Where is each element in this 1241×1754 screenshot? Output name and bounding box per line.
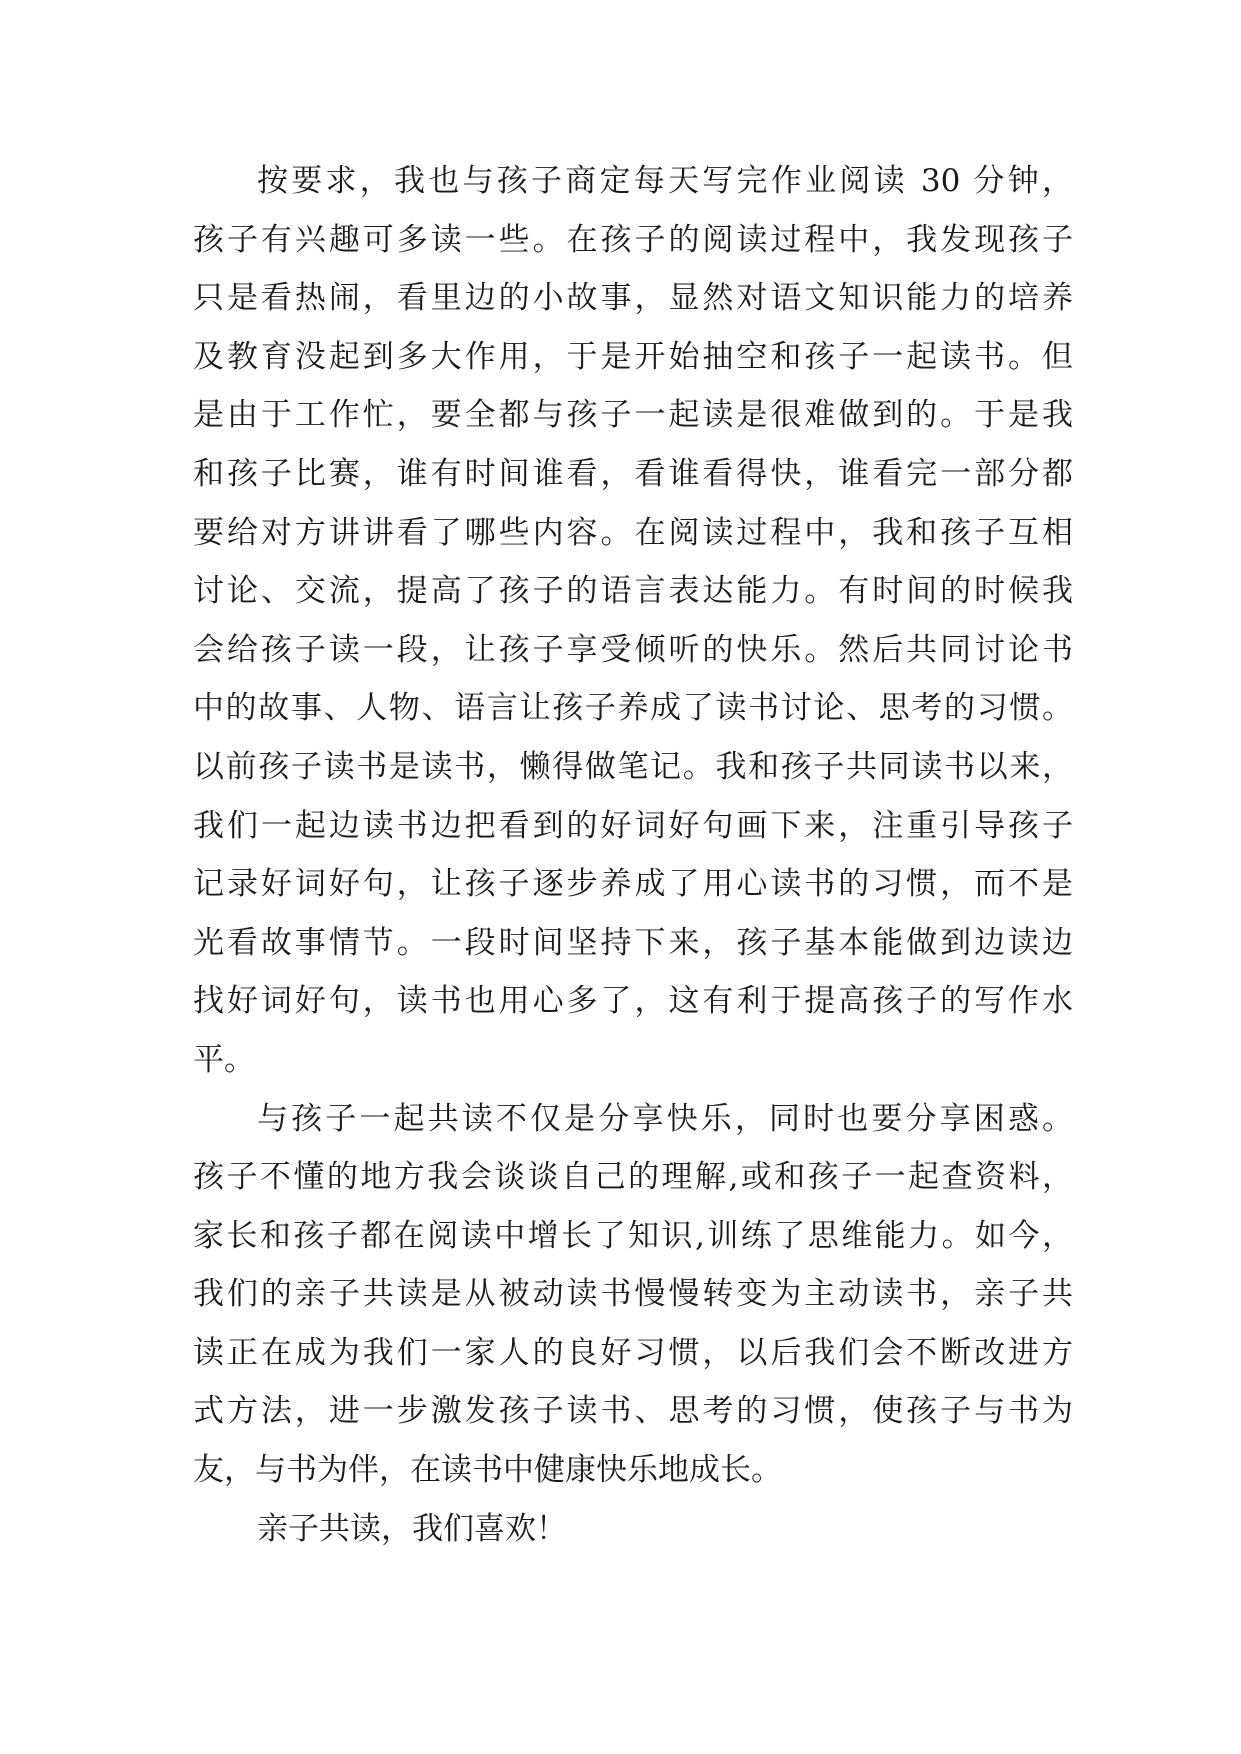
text-line: 是由于工作忙，要全都与孩子一起读是很难做到的。于是我 bbox=[193, 397, 1073, 434]
text-line: 会给孩子读一段，让孩子享受倾听的快乐。然后共同讨论书 bbox=[193, 631, 1073, 668]
text-line: 式方法，进一步激发孩子读书、思考的习惯，使孩子与书为 bbox=[193, 1393, 1073, 1430]
text-line: 只是看热闹，看里边的小故事，显然对语文知识能力的培养 bbox=[193, 280, 1073, 317]
text-line: 友，与书为伴，在读书中健康快乐地成长。 bbox=[193, 1452, 782, 1489]
text-line: 中的故事、人物、语言让孩子养成了读书讨论、思考的习惯。 bbox=[193, 690, 1073, 727]
text-line: 记录好词好句，让孩子逐步养成了用心读书的习惯，而不是 bbox=[193, 866, 1073, 903]
text-line: 孩子不懂的地方我会谈谈自己的理解,或和孩子一起查资料， bbox=[193, 1159, 1073, 1196]
text-line: 按要求，我也与孩子商定每天写完作业阅读 30 分钟， bbox=[257, 163, 1073, 199]
document-body bbox=[193, 152, 1073, 1558]
text-line: 讨论、交流，提高了孩子的语言表达能力。有时间的时候我 bbox=[193, 573, 1073, 610]
text-line: 孩子有兴趣可多读一些。在孩子的阅读过程中，我发现孩子 bbox=[193, 221, 1073, 258]
text-line: 及教育没起到多大作用，于是开始抽空和孩子一起读书。但 bbox=[193, 338, 1073, 375]
text-line: 家长和孩子都在阅读中增长了知识,训练了思维能力。如今， bbox=[193, 1217, 1073, 1254]
text-line: 要给对方讲讲看了哪些内容。在阅读过程中，我和孩子互相 bbox=[193, 514, 1073, 551]
paragraph bbox=[193, 152, 1073, 1090]
text-line: 光看故事情节。一段时间坚持下来，孩子基本能做到边读边 bbox=[193, 924, 1073, 961]
text-line: 和孩子比赛，谁有时间谁看，看谁看得快，谁看完一部分都 bbox=[193, 455, 1073, 492]
text-line: 读正在成为我们一家人的良好习惯，以后我们会不断改进方 bbox=[193, 1334, 1073, 1371]
paragraph bbox=[193, 1500, 1073, 1559]
text-line: 与孩子一起共读不仅是分享快乐，同时也要分享困惑。 bbox=[257, 1100, 1073, 1137]
text-line: 亲子共读，我们喜欢！ bbox=[257, 1510, 567, 1547]
text-line: 平。 bbox=[193, 1041, 255, 1078]
text-line: 我们的亲子共读是从被动读书慢慢转变为主动读书，亲子共 bbox=[193, 1276, 1073, 1313]
text-line: 找好词好句，读书也用心多了，这有利于提高孩子的写作水 bbox=[193, 983, 1073, 1020]
text-line: 以前孩子读书是读书，懒得做笔记。我和孩子共同读书以来， bbox=[193, 748, 1073, 785]
paragraph bbox=[193, 1090, 1073, 1500]
text-line: 我们一起边读书边把看到的好词好句画下来，注重引导孩子 bbox=[193, 807, 1073, 844]
